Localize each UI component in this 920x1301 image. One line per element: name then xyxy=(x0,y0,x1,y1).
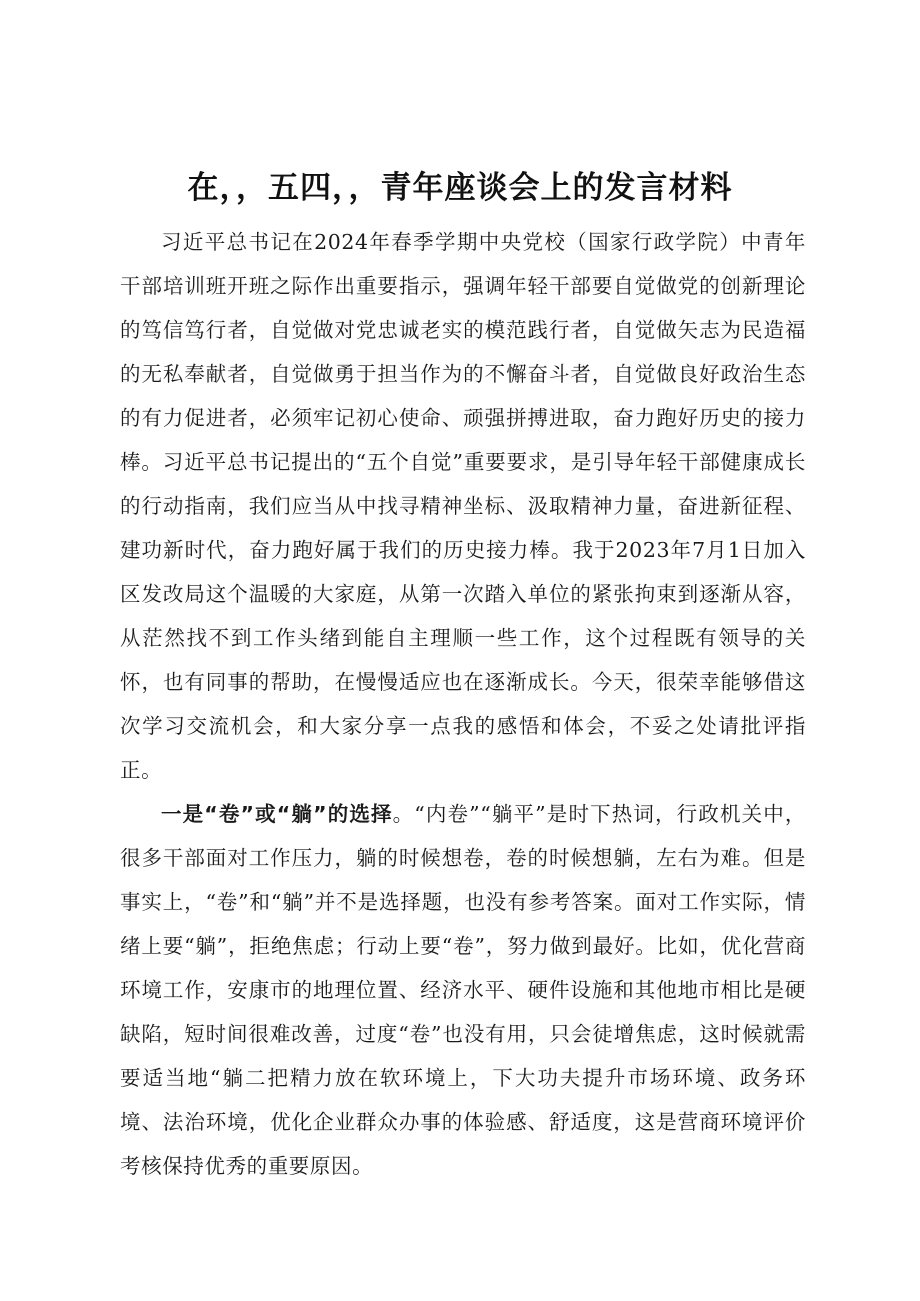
document-title: 在，，五四，，青年座谈会上的发言材料 xyxy=(187,170,733,206)
paragraph-intro-text: 习近平总书记在2024年春季学期中央党校（国家行政学院）中青年干部培训班开班之际作出重要指示，强调年轻干部要自觉做党的创新理论的笃信笃行者，自觉做对党忠诚老实的模范践行者，自觉做矢志为民造福的无私奉献者，自觉做勇于担当作为的不懈奋斗者，自觉做良好政治生态的有力促进者，必须牢记初心使命、顽强拼搏进取，奋力跑好历史的接力棒。习近平总书记提出的“五个自觉”重要要求，是引导年轻干部健康成长的行动指南，我们应当从中找寻精神坐标、汲取精神力量，奋进新征程、建功新时代，奋力跑好属于我们的历史接力棒。我于2023年7月1日加入区发改局这个温暖的大家庭，从第一次踏入单位的紧张拘束到逐渐从容，从茫然找不到工作头绪到能自主理顺一些工作，这个过程既有领导的关怀，也有同事的帮助，在慢慢适应也在逐渐成长。今天，很荣幸能够借这次学习交流机会，和大家分享一点我的感悟和体会，不妥之处请批评指正。 xyxy=(120,230,806,782)
paragraph-choice-text: 。“内卷”“躺平”是时下热词，行政机关中，很多干部面对工作压力，躺的时候想卷，卷的时候想躺，左右为难。但是事实上，“卷”和“躺”并不是选择题，也没有参考答案。面对工作实际，情绪上要“躺”，拒绝焦虑；行动上要“卷”，努力做到最好。比如，优化营商环境工作，安康市的地理位置、经济水平、硬件设施和其他地市相比是硬缺陷，短时间很难改善，过度“卷”也没有用，只会徒增焦虑，这时候就需要适当地“躺二把精力放在软环境上，下大功夫提升市场环境、政务环境、法治环境，优化企业群众办事的体验感、舒适度，这是营商环境评价考核保持优秀的重要原因。 xyxy=(120,802,806,1178)
document-body xyxy=(120,220,806,1188)
paragraph-choice-heading: 一是“卷”或“躺”的选择 xyxy=(161,802,393,826)
paragraph-choice xyxy=(120,792,806,1188)
paragraph-intro xyxy=(120,220,806,792)
